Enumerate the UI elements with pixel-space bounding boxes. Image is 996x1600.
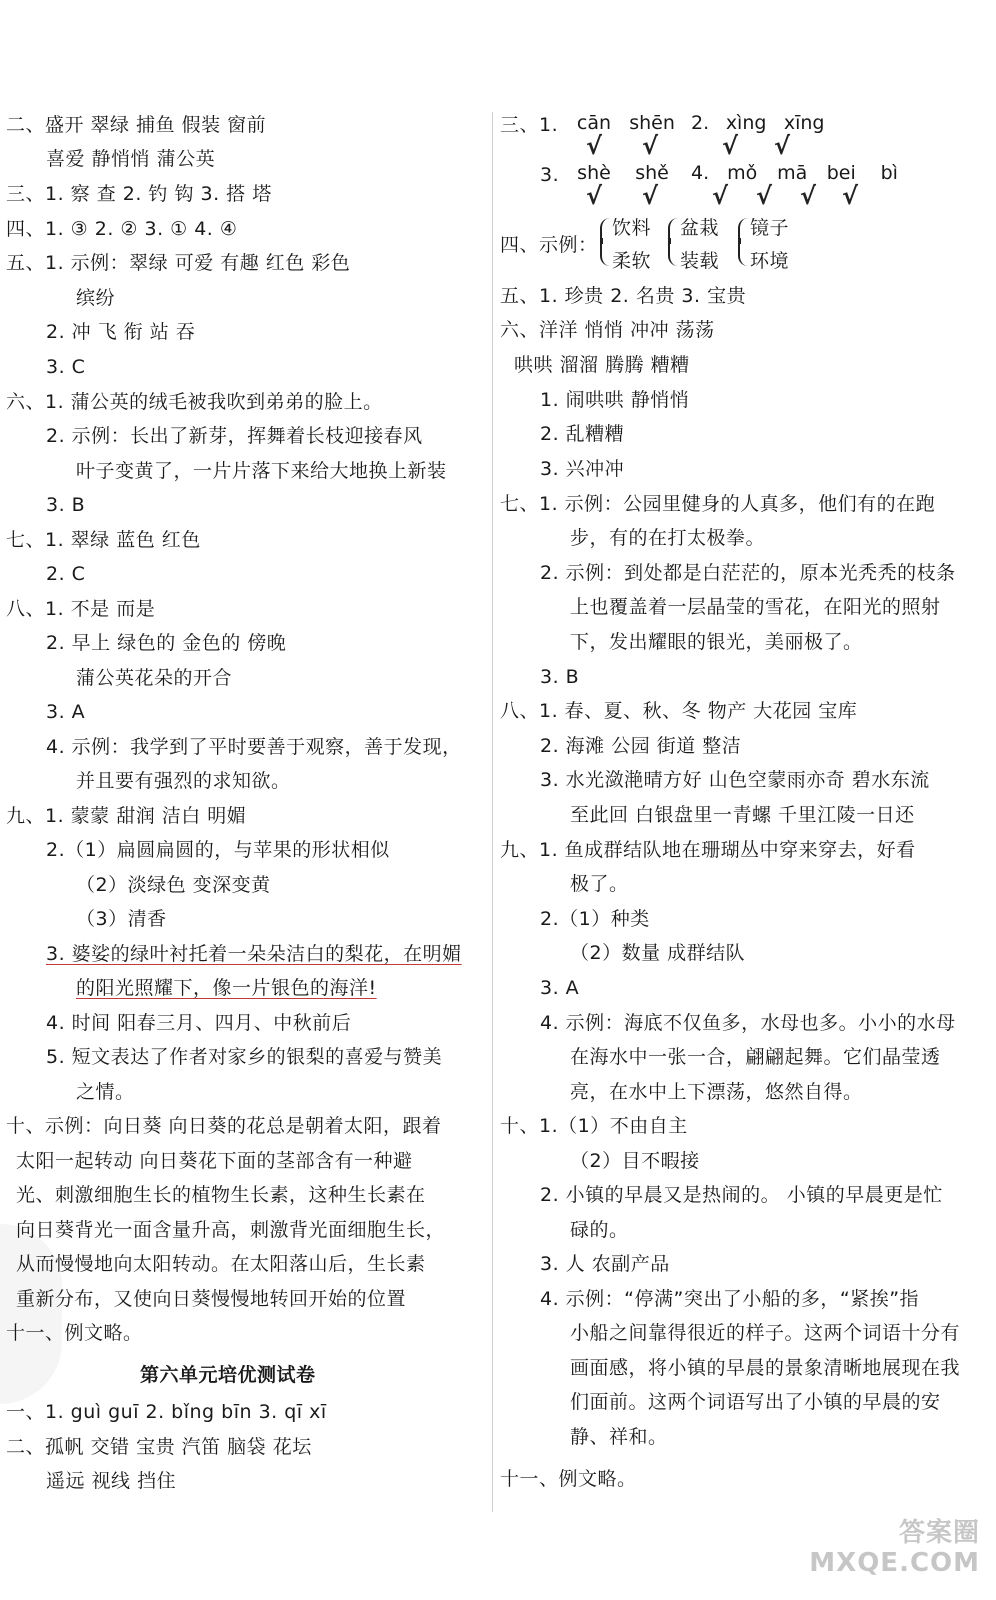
answer-line: 九、1. 鱼成群结队地在珊瑚丛中穿来穿去，好看 bbox=[500, 839, 916, 861]
column-divider bbox=[492, 112, 493, 1512]
answer-line: 上也覆盖着一层晶莹的雪花，在阳光的照射 bbox=[570, 596, 941, 618]
answer-line: 十一、例文略。 bbox=[500, 1468, 637, 1490]
answer-line: 七、1. 示例：公园里健身的人真多，他们有的在跑 bbox=[500, 493, 936, 515]
brace-icon bbox=[600, 218, 612, 266]
answer-line: （2）目不暇接 bbox=[570, 1150, 700, 1172]
check-mark-icon: √ bbox=[774, 132, 791, 160]
check-mark-icon: √ bbox=[722, 132, 739, 160]
answer-line: 4. 示例：“停满”突出了小船的多，“紧挨”指 bbox=[540, 1288, 920, 1310]
answer-line: 2. 乱糟糟 bbox=[540, 423, 625, 445]
answer-line: 环境 bbox=[750, 250, 790, 272]
answer-line: 蒲公英花朵的开合 bbox=[76, 667, 233, 689]
answer-line: 四、示例： bbox=[500, 234, 598, 256]
pinyin: xìng bbox=[725, 112, 767, 134]
answer-line: 的阳光照耀下，像一片银色的海洋! bbox=[76, 977, 377, 999]
answer-line: 3. 水光潋滟晴方好 山色空蒙雨亦奇 碧水东流 bbox=[540, 769, 930, 791]
check-mark-icon: √ bbox=[842, 182, 859, 210]
answer-line: 3. B bbox=[46, 494, 86, 516]
answer-line: 重新分布，又使向日葵慢慢地转回开始的位置 bbox=[16, 1288, 407, 1310]
check-mark-icon: √ bbox=[586, 182, 603, 210]
check-mark-icon: √ bbox=[756, 182, 773, 210]
answer-line: 4. 示例：我学到了平时要善于观察，善于发现， bbox=[46, 736, 462, 758]
answer-line: 3. 人 农副产品 bbox=[540, 1253, 670, 1275]
answer-line: 五、1. 示例：翠绿 可爱 有趣 红色 彩色 bbox=[6, 252, 351, 274]
answer-line: 六、1. 蒲公英的绒毛被我吹到弟弟的脸上。 bbox=[6, 391, 383, 413]
answer-line: 四、1. ③ 2. ② 3. ① 4. ④ bbox=[6, 218, 238, 240]
pinyin: shēn bbox=[629, 112, 675, 134]
answer-line: 2. C bbox=[46, 563, 86, 585]
answer-line: 5. 短文表达了作者对家乡的银梨的喜爱与赞美 bbox=[46, 1046, 443, 1068]
answer-line: 九、1. 蒙蒙 甜润 洁白 明媚 bbox=[6, 805, 247, 827]
answer-line: 十、1.（1）不由自主 bbox=[500, 1115, 688, 1137]
check-mark-icon: √ bbox=[642, 132, 659, 160]
answer-line: 极了。 bbox=[570, 873, 629, 895]
answer-line: 2.（1）扁圆扁圆的，与苹果的形状相似 bbox=[46, 839, 390, 861]
pinyin: mǒ bbox=[727, 162, 758, 184]
answer-line: 至此回 白银盘里一青螺 千里江陵一日还 bbox=[570, 804, 915, 826]
answer-line: 喜爱 静悄悄 蒲公英 bbox=[46, 148, 216, 170]
pinyin: bei bbox=[826, 162, 856, 184]
answer-line: 3. A bbox=[540, 977, 580, 999]
answer-line: 2. 小镇的早晨又是热闹的。 小镇的早晨更是忙 bbox=[540, 1184, 943, 1206]
answer-line: 小船之间靠得很近的样子。这两个词语十分有 bbox=[570, 1322, 961, 1344]
answer-line: 3. B bbox=[540, 666, 580, 688]
answer-line: 步，有的在打太极拳。 bbox=[570, 527, 766, 549]
answer-line: 2. 海滩 公园 街道 整洁 bbox=[540, 735, 742, 757]
question-number: 2. bbox=[691, 112, 710, 134]
answer-line: 2.（1）种类 bbox=[540, 908, 650, 930]
answer-line: 十、示例：向日葵 向日葵的花总是朝着太阳，跟着 bbox=[6, 1115, 442, 1137]
answer-line: 3. C bbox=[46, 356, 86, 378]
brace-icon bbox=[738, 218, 750, 266]
check-mark-icon: √ bbox=[712, 182, 729, 210]
section-title: 第六单元培优测试卷 bbox=[140, 1364, 316, 1386]
answer-line: 2. 示例：到处都是白茫茫的，原本光秃秃的枝条 bbox=[540, 562, 956, 584]
answer-line: 亮，在水中上下漂荡，悠然自得。 bbox=[570, 1081, 863, 1103]
answer-line: 下，发出耀眼的银光，美丽极了。 bbox=[570, 631, 863, 653]
answer-line: 镜子 bbox=[750, 217, 790, 239]
answer-line: 遥远 视线 挡住 bbox=[46, 1470, 177, 1492]
pinyin: shè bbox=[577, 162, 611, 184]
answer-line: 4. 时间 阳春三月、四月、中秋前后 bbox=[46, 1012, 352, 1034]
answer-line: 柔软 bbox=[612, 250, 652, 272]
answer-line: 三、1. bbox=[500, 114, 559, 136]
answer-line: 在海水中一张一合，翩翩起舞。它们晶莹透 bbox=[570, 1046, 941, 1068]
check-mark-icon: √ bbox=[642, 182, 659, 210]
answer-line: 十一、例文略。 bbox=[6, 1322, 143, 1344]
pinyin-row-1 bbox=[570, 112, 830, 134]
answer-line: 画面感，将小镇的早晨的景象清晰地展现在我 bbox=[570, 1357, 961, 1379]
answer-line: 之情。 bbox=[76, 1081, 135, 1103]
check-mark-icon: √ bbox=[800, 182, 817, 210]
answer-line: 装载 bbox=[680, 250, 720, 272]
answer-line: 二、盛开 翠绿 捕鱼 假装 窗前 bbox=[6, 114, 267, 136]
answer-line: 并且要有强烈的求知欲。 bbox=[76, 770, 291, 792]
answer-line: 五、1. 珍贵 2. 名贵 3. 宝贵 bbox=[500, 285, 747, 307]
answer-line: 叶子变黄了，一片片落下来给大地换上新装 bbox=[76, 460, 447, 482]
answer-line: 4. 示例：海底不仅鱼多，水母也多。小小的水母 bbox=[540, 1012, 956, 1034]
answer-line: 2. 示例：长出了新芽，挥舞着长枝迎接春风 bbox=[46, 425, 423, 447]
answer-line: 六、洋洋 悄悄 冲冲 荡荡 bbox=[500, 319, 715, 341]
answer-line: 3. bbox=[540, 164, 560, 186]
answer-line: 一、1. guì guī 2. bǐng bīn 3. qī xī bbox=[6, 1401, 327, 1423]
answer-line: 2. 早上 绿色的 金色的 傍晚 bbox=[46, 632, 287, 654]
answer-line: 1. 闹哄哄 静悄悄 bbox=[540, 389, 690, 411]
answer-line: 3. 兴冲冲 bbox=[540, 458, 625, 480]
brace-icon bbox=[668, 218, 680, 266]
answer-line: （2）数量 成群结队 bbox=[570, 942, 746, 964]
answer-line: 3. 婆娑的绿叶衬托着一朵朵洁白的梨花，在明媚 bbox=[46, 943, 462, 965]
check-mark-icon: √ bbox=[586, 132, 603, 160]
question-number: 4. bbox=[691, 162, 710, 184]
pinyin-row-2 bbox=[570, 162, 910, 184]
answer-line: （3）清香 bbox=[76, 908, 167, 930]
watermark-logo: 答案圈 MXQE.COM bbox=[809, 1518, 980, 1578]
answer-line: 2. 冲 飞 衔 站 吞 bbox=[46, 321, 196, 343]
pinyin: mā bbox=[777, 162, 808, 184]
answer-line: 三、1. 察 查 2. 钓 钩 3. 搭 塔 bbox=[6, 183, 272, 205]
answer-line: 光、刺激细胞生长的植物生长素，这种生长素在 bbox=[16, 1184, 426, 1206]
answer-line: 碌的。 bbox=[570, 1219, 629, 1241]
answer-line: 太阳一起转动 向日葵花下面的茎部含有一种避 bbox=[16, 1150, 413, 1172]
answer-line: 缤纷 bbox=[76, 287, 116, 309]
pinyin: shě bbox=[635, 162, 669, 184]
answer-line: 八、1. 春、夏、秋、冬 物产 大花园 宝库 bbox=[500, 700, 858, 722]
answer-line: 向日葵背光一面含量升高，刺激背光面细胞生长， bbox=[16, 1219, 446, 1241]
answer-line: 哄哄 溜溜 腾腾 糟糟 bbox=[514, 354, 690, 376]
answer-line: 七、1. 翠绿 蓝色 红色 bbox=[6, 529, 201, 551]
pinyin: cān bbox=[576, 112, 612, 134]
answer-line: 静、祥和。 bbox=[570, 1426, 668, 1448]
pinyin: xīng bbox=[783, 112, 825, 134]
answer-line: （2）淡绿色 变深变黄 bbox=[76, 874, 271, 896]
answer-line: 3. A bbox=[46, 701, 86, 723]
answer-line: 八、1. 不是 而是 bbox=[6, 598, 156, 620]
answer-line: 从而慢慢地向太阳转动。在太阳落山后，生长素 bbox=[16, 1253, 426, 1275]
answer-line: 盆栽 bbox=[680, 217, 720, 239]
answer-line: 饮料 bbox=[612, 217, 652, 239]
pinyin: bì bbox=[880, 162, 898, 184]
answer-line: 二、孤帆 交错 宝贵 汽笛 脑袋 花坛 bbox=[6, 1436, 312, 1458]
answer-line: 们面前。这两个词语写出了小镇的早晨的安 bbox=[570, 1391, 941, 1413]
